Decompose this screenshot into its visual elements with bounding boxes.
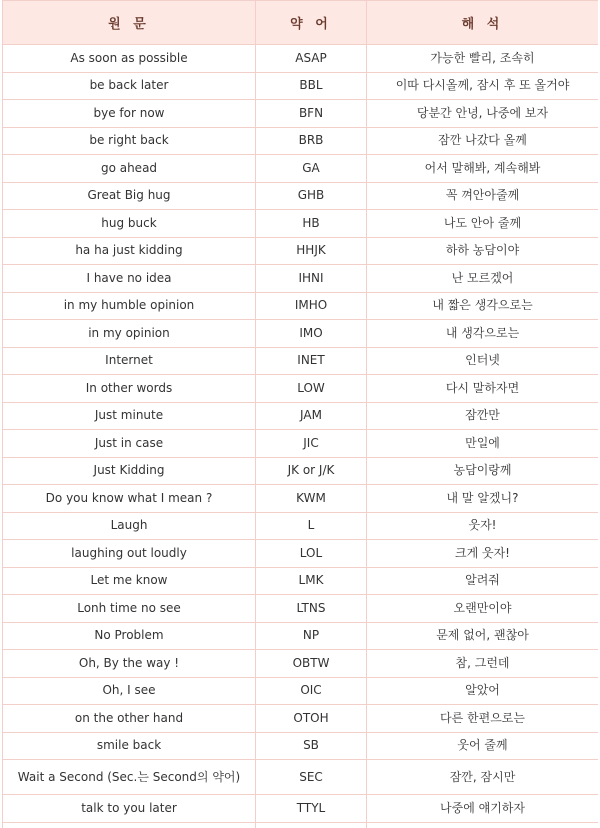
table-row: [3, 512, 599, 540]
cell-original: Great Big hug: [3, 182, 256, 210]
cell-original: bye for now: [3, 100, 256, 128]
header-meaning: 해 석: [367, 1, 599, 45]
cell-meaning: 웃어 줄께: [367, 732, 599, 760]
cell-meaning: 가능한 빨리, 조속히: [367, 45, 599, 73]
cell-abbreviation: L: [256, 512, 367, 540]
cell-abbreviation: JAM: [256, 402, 367, 430]
table-row: [3, 45, 599, 73]
table-row: [3, 567, 599, 595]
table-row: [3, 430, 599, 458]
table-header-row: [3, 1, 599, 45]
cell-original: As soon as possible: [3, 45, 256, 73]
cell-meaning: 어서 말해봐, 계속해봐: [367, 155, 599, 183]
cell-meaning: 당분간 안녕, 나중에 보자: [367, 100, 599, 128]
cell-abbreviation: KWM: [256, 485, 367, 513]
header-original: 원 문: [3, 1, 256, 45]
cell-abbreviation: INET: [256, 347, 367, 375]
table-row: [3, 822, 599, 828]
cell-meaning: 내 짧은 생각으로는: [367, 292, 599, 320]
cell-original: on the other hand: [3, 705, 256, 733]
cell-abbreviation: OBTW: [256, 650, 367, 678]
table-row: [3, 320, 599, 348]
table-row: [3, 622, 599, 650]
cell-abbreviation: HB: [256, 210, 367, 238]
cell-abbreviation: OTOH: [256, 705, 367, 733]
header-abbreviation: 약 어: [256, 1, 367, 45]
cell-abbreviation: NP: [256, 622, 367, 650]
cell-original: I have no idea: [3, 265, 256, 293]
cell-abbreviation: LMK: [256, 567, 367, 595]
cell-original: smile back: [3, 732, 256, 760]
cell-original: hug buck: [3, 210, 256, 238]
cell-meaning: 난 모르겠어: [367, 265, 599, 293]
table-row: [3, 650, 599, 678]
cell-abbreviation: HHJK: [256, 237, 367, 265]
cell-original: Wait a Second (Sec.는 Second의 약어): [3, 760, 256, 795]
cell-original: Oh, By the way !: [3, 650, 256, 678]
cell-meaning: 나중에 얘기하자: [367, 795, 599, 823]
cell-abbreviation: LOW: [256, 375, 367, 403]
table-row: [3, 72, 599, 100]
cell-meaning: 웃자!: [367, 512, 599, 540]
cell-meaning: 내 생각으로는: [367, 320, 599, 348]
cell-abbreviation: ASAP: [256, 45, 367, 73]
cell-original: Laugh: [3, 512, 256, 540]
cell-abbreviation: [256, 822, 367, 828]
cell-abbreviation: TTYL: [256, 795, 367, 823]
abbreviation-table: [2, 0, 598, 828]
cell-meaning: 크게 웃자!: [367, 540, 599, 568]
cell-abbreviation: BRB: [256, 127, 367, 155]
cell-original: talk to you later: [3, 795, 256, 823]
cell-meaning: 만일에: [367, 430, 599, 458]
table-row: [3, 457, 599, 485]
cell-abbreviation: SB: [256, 732, 367, 760]
cell-meaning: 나도 안아 줄께: [367, 210, 599, 238]
table-row: [3, 795, 599, 823]
cell-abbreviation: GHB: [256, 182, 367, 210]
cell-abbreviation: SEC: [256, 760, 367, 795]
cell-abbreviation: IMHO: [256, 292, 367, 320]
table-row: [3, 595, 599, 623]
cell-abbreviation: OIC: [256, 677, 367, 705]
cell-meaning: 오랜만이야: [367, 595, 599, 623]
table-row: [3, 182, 599, 210]
table-row: [3, 127, 599, 155]
cell-abbreviation: LOL: [256, 540, 367, 568]
cell-meaning: 잠깐 나갔다 올께: [367, 127, 599, 155]
cell-meaning: 잠깐, 잠시만: [367, 760, 599, 795]
cell-original: Just minute: [3, 402, 256, 430]
cell-original: be right back: [3, 127, 256, 155]
cell-abbreviation: JIC: [256, 430, 367, 458]
cell-meaning: 참, 그런데: [367, 650, 599, 678]
table-row: [3, 732, 599, 760]
cell-original: Just Kidding: [3, 457, 256, 485]
table-row: [3, 292, 599, 320]
table-row: [3, 760, 599, 795]
cell-meaning: 알려줘: [367, 567, 599, 595]
cell-abbreviation: JK or J/K: [256, 457, 367, 485]
table-row: [3, 100, 599, 128]
cell-abbreviation: BFN: [256, 100, 367, 128]
cell-original: be back later: [3, 72, 256, 100]
cell-meaning: 하하 농담이야: [367, 237, 599, 265]
cell-meaning: 농담이랑께: [367, 457, 599, 485]
cell-original: No Problem: [3, 622, 256, 650]
abbreviation-table-container: [2, 0, 598, 828]
cell-abbreviation: IHNI: [256, 265, 367, 293]
cell-original: ha ha just kidding: [3, 237, 256, 265]
cell-meaning: 꼭 껴안아줄께: [367, 182, 599, 210]
cell-abbreviation: GA: [256, 155, 367, 183]
cell-abbreviation: IMO: [256, 320, 367, 348]
table-row: [3, 485, 599, 513]
table-row: [3, 155, 599, 183]
table-row: [3, 265, 599, 293]
table-row: [3, 347, 599, 375]
cell-original: Do you know what I mean ?: [3, 485, 256, 513]
table-row: [3, 237, 599, 265]
cell-original: laughing out loudly: [3, 540, 256, 568]
cell-original: Internet: [3, 347, 256, 375]
table-row: [3, 210, 599, 238]
cell-original: Just in case: [3, 430, 256, 458]
table-row: [3, 705, 599, 733]
cell-original: in my opinion: [3, 320, 256, 348]
cell-meaning: 알았어: [367, 677, 599, 705]
cell-original: Lonh time no see: [3, 595, 256, 623]
cell-original: Oh, I see: [3, 677, 256, 705]
table-row: [3, 540, 599, 568]
cell-abbreviation: LTNS: [256, 595, 367, 623]
table-row: [3, 677, 599, 705]
cell-meaning: 내 말 알겠니?: [367, 485, 599, 513]
cell-meaning: 이따 다시올께, 잠시 후 또 올거야: [367, 72, 599, 100]
cell-original: In other words: [3, 375, 256, 403]
table-row: [3, 402, 599, 430]
table-body: [3, 45, 599, 828]
cell-original: Let me know: [3, 567, 256, 595]
cell-meaning: 문제 없어, 괜찮아: [367, 622, 599, 650]
cell-original: [3, 822, 256, 828]
cell-meaning: 다시 말하자면: [367, 375, 599, 403]
cell-meaning: [367, 822, 599, 828]
cell-meaning: 다른 한편으로는: [367, 705, 599, 733]
cell-meaning: 인터넷: [367, 347, 599, 375]
cell-meaning: 잠깐만: [367, 402, 599, 430]
cell-abbreviation: BBL: [256, 72, 367, 100]
cell-original: in my humble opinion: [3, 292, 256, 320]
table-row: [3, 375, 599, 403]
cell-original: go ahead: [3, 155, 256, 183]
